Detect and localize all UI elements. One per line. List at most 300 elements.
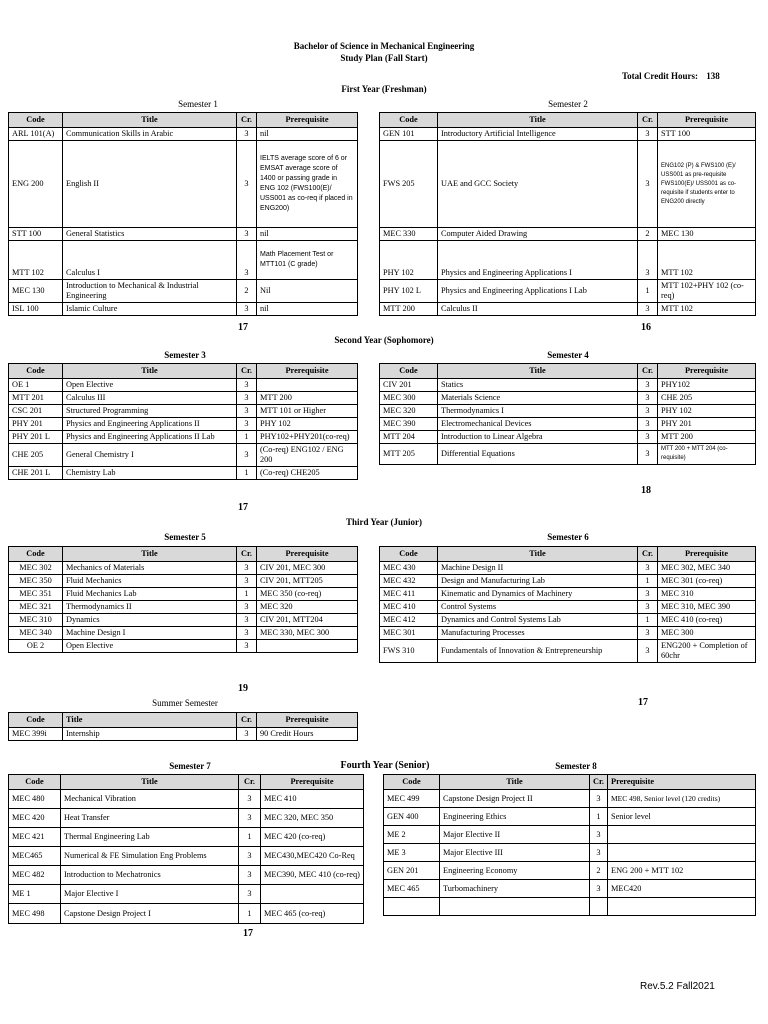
col-code: Code: [9, 713, 63, 728]
table-row: [384, 862, 756, 880]
course-credits: 3: [237, 228, 257, 241]
semester-7-table: [8, 774, 364, 924]
course-credits: 3: [239, 866, 261, 885]
course-prereq: MEC 330, MEC 300: [257, 627, 358, 640]
course-credits: 3: [638, 241, 658, 280]
table-row: [380, 640, 756, 663]
year-heading-third: Third Year (Junior): [345, 517, 422, 527]
table-row: [384, 880, 756, 898]
course-credits: 3: [638, 303, 658, 316]
summer-semester-heading: Summer Semester: [152, 698, 218, 708]
col-cr: Cr.: [590, 775, 608, 790]
course-title: Physics and Engineering Applications I Lab: [438, 280, 638, 303]
course-code: CHE 201 L: [9, 467, 63, 480]
col-cr: Cr.: [638, 547, 658, 562]
course-code: MEC 301: [380, 627, 438, 640]
table-row: [9, 280, 358, 303]
document-subtitle: Study Plan (Fall Start): [340, 53, 428, 63]
course-title: Calculus III: [63, 392, 237, 405]
course-credits: 3: [237, 418, 257, 431]
table-row: [380, 575, 756, 588]
course-prereq: MEC 310, MEC 390: [658, 601, 756, 614]
semester-4-table: [379, 363, 756, 465]
course-code: OE 1: [9, 379, 63, 392]
course-title: Statics: [438, 379, 638, 392]
col-title: Title: [61, 775, 239, 790]
semester-4-total: 18: [641, 485, 651, 496]
course-code: MEC465: [9, 847, 61, 866]
course-prereq: nil: [257, 228, 358, 241]
course-credits: 3: [237, 303, 257, 316]
course-credits: 3: [237, 614, 257, 627]
course-title: Materials Science: [438, 392, 638, 405]
course-prereq: CIV 201, MTT205: [257, 575, 358, 588]
course-title: Mechanics of Materials: [63, 562, 237, 575]
course-code: PHY 201: [9, 418, 63, 431]
table-row: [9, 405, 358, 418]
course-credits: 3: [638, 405, 658, 418]
year-heading-fourth: Fourth Year (Senior): [340, 760, 430, 771]
course-code: OE 2: [9, 640, 63, 653]
course-code: MEC 399i: [9, 728, 63, 741]
course-code: MTT 102: [9, 241, 63, 280]
course-title: Physics and Engineering Applications I: [438, 241, 638, 280]
course-prereq: Nil: [257, 280, 358, 303]
col-code: Code: [380, 547, 438, 562]
course-title: Islamic Culture: [63, 303, 237, 316]
course-prereq: MEC 350 (co-req): [257, 588, 358, 601]
semester-6-table: [379, 546, 756, 663]
revision-label: Rev.5.2 Fall2021: [640, 981, 715, 992]
course-code: GEN 400: [384, 808, 440, 826]
course-credits: 3: [239, 790, 261, 809]
course-code: MTT 204: [380, 431, 438, 444]
course-code: CIV 201: [380, 379, 438, 392]
table-row: [9, 562, 358, 575]
course-prereq: [608, 844, 756, 862]
table-row: [9, 575, 358, 588]
course-prereq: MTT 200 + MTT 204 (co-requisite): [658, 444, 756, 465]
total-credit-value: 138: [706, 71, 720, 81]
semester-5-table: [8, 546, 358, 653]
semester-5-total: 19: [238, 683, 248, 694]
course-credits: 3: [237, 392, 257, 405]
col-prereq: Prerequisite: [257, 713, 358, 728]
course-title: Physics and Engineering Applications II Lab: [63, 431, 237, 444]
course-prereq: STT 100: [658, 128, 756, 141]
semester-6-total: 17: [638, 697, 648, 708]
course-title: UAE and GCC Society: [438, 141, 638, 228]
course-prereq: MEC 320, MEC 350: [261, 809, 364, 828]
course-prereq: MTT 102+PHY 102 (co-req): [658, 280, 756, 303]
table-row: [380, 614, 756, 627]
course-title: Structured Programming: [63, 405, 237, 418]
col-cr: Cr.: [638, 113, 658, 128]
course-credits: 1: [237, 431, 257, 444]
course-title: Capstone Design Project II: [440, 790, 590, 808]
course-credits: 3: [638, 640, 658, 663]
course-title: Chemistry Lab: [63, 467, 237, 480]
course-code: MEC 351: [9, 588, 63, 601]
table-row: [9, 418, 358, 431]
course-code: MEC 321: [9, 601, 63, 614]
course-prereq: ENG 200 + MTT 102: [608, 862, 756, 880]
course-title: Control Systems: [438, 601, 638, 614]
course-code: MEC 421: [9, 828, 61, 847]
course-code: MEC 420: [9, 809, 61, 828]
course-code: MEC 300: [380, 392, 438, 405]
course-credits: 3: [237, 728, 257, 741]
col-code: Code: [380, 113, 438, 128]
course-code: MTT 201: [9, 392, 63, 405]
course-code: MEC 410: [380, 601, 438, 614]
table-row: [9, 885, 364, 904]
course-code: MEC 310: [9, 614, 63, 627]
table-row: [9, 828, 364, 847]
course-prereq: CIV 201, MTT204: [257, 614, 358, 627]
course-credits: 3: [237, 640, 257, 653]
col-title: Title: [438, 364, 638, 379]
course-prereq: CIV 201, MEC 300: [257, 562, 358, 575]
course-title: Capstone Design Project I: [61, 904, 239, 924]
course-credits: 2: [590, 862, 608, 880]
course-title: Numerical & FE Simulation Eng Problems: [61, 847, 239, 866]
semester-1-heading: Semester 1: [178, 99, 218, 109]
table-row: [380, 303, 756, 316]
course-code: MEC 482: [9, 866, 61, 885]
course-credits: 3: [638, 392, 658, 405]
semester-6-heading: Semester 6: [547, 532, 589, 542]
course-prereq: MEC 302, MEC 340: [658, 562, 756, 575]
course-title: Computer Aided Drawing: [438, 228, 638, 241]
table-row: [380, 405, 756, 418]
semester-3-heading: Semester 3: [164, 350, 206, 360]
semester-2-heading: Semester 2: [548, 99, 588, 109]
course-title: Open Elective: [63, 640, 237, 653]
year-heading-second: Second Year (Sophomore): [334, 335, 434, 345]
semester-8-table: [383, 774, 756, 916]
course-prereq: CHE 205: [658, 392, 756, 405]
course-code: MEC 130: [9, 280, 63, 303]
course-prereq: MEC 420 (co-req): [261, 828, 364, 847]
col-code: Code: [9, 113, 63, 128]
course-credits: 1: [590, 808, 608, 826]
course-credits: 3: [237, 575, 257, 588]
col-code: Code: [9, 364, 63, 379]
table-row: [9, 904, 364, 924]
course-credits: 1: [638, 614, 658, 627]
col-prereq: Prerequisite: [257, 364, 358, 379]
table-row: [9, 847, 364, 866]
course-prereq: MEC 410 (co-req): [658, 614, 756, 627]
table-row: [9, 241, 358, 280]
course-code: ENG 200: [9, 141, 63, 228]
col-code: Code: [384, 775, 440, 790]
course-prereq: MEC 465 (co-req): [261, 904, 364, 924]
col-cr: Cr.: [237, 547, 257, 562]
course-credits: 3: [237, 141, 257, 228]
course-title: Communication Skills in Arabic: [63, 128, 237, 141]
course-credits: 3: [237, 241, 257, 280]
course-code: FWS 205: [380, 141, 438, 228]
course-title: General Chemistry I: [63, 444, 237, 467]
course-code: PHY 201 L: [9, 431, 63, 444]
table-row: [9, 728, 358, 741]
course-prereq: MEC 410: [261, 790, 364, 809]
course-prereq: MTT 101 or Higher: [257, 405, 358, 418]
course-code: MEC 465: [384, 880, 440, 898]
course-prereq: MEC 498, Senior level (120 credits): [608, 790, 756, 808]
semester-3-table: [8, 363, 358, 480]
table-row: [380, 128, 756, 141]
course-prereq: (Co-req) ENG102 / ENG 200: [257, 444, 358, 467]
table-row: [9, 627, 358, 640]
course-prereq: 90 Credit Hours: [257, 728, 358, 741]
table-row: [380, 588, 756, 601]
table-row: [9, 379, 358, 392]
course-credits: 3: [638, 562, 658, 575]
course-code: MEC 330: [380, 228, 438, 241]
col-prereq: Prerequisite: [658, 547, 756, 562]
table-row: [9, 790, 364, 809]
course-prereq: MTT 200: [658, 431, 756, 444]
course-title: Major Elective I: [61, 885, 239, 904]
table-row: [384, 790, 756, 808]
course-code: FWS 310: [380, 640, 438, 663]
course-prereq: MEC 300: [658, 627, 756, 640]
table-row: [380, 562, 756, 575]
course-code: GEN 201: [384, 862, 440, 880]
course-prereq: Senior level: [608, 808, 756, 826]
col-cr: Cr.: [237, 113, 257, 128]
col-title: Title: [438, 113, 638, 128]
course-code: MEC 390: [380, 418, 438, 431]
col-cr: Cr.: [638, 364, 658, 379]
col-prereq: Prerequisite: [608, 775, 756, 790]
table-row: [9, 303, 358, 316]
course-title: Physics and Engineering Applications II: [63, 418, 237, 431]
course-title: Internship: [63, 728, 237, 741]
course-title: Machine Design I: [63, 627, 237, 640]
course-title: English II: [63, 141, 237, 228]
table-row: [9, 614, 358, 627]
course-prereq: MTT 102: [658, 241, 756, 280]
col-cr: Cr.: [239, 775, 261, 790]
course-title: General Statistics: [63, 228, 237, 241]
course-title: Introduction to Mechanical & Industrial Engineering: [63, 280, 237, 303]
course-title: Mechanical Vibration: [61, 790, 239, 809]
course-code: ISL 100: [9, 303, 63, 316]
table-row: [384, 844, 756, 862]
course-code: MEC 498: [9, 904, 61, 924]
course-credits: 3: [239, 809, 261, 828]
course-code: MEC 320: [380, 405, 438, 418]
semester-3-total: 17: [238, 502, 248, 513]
course-credits: [590, 898, 608, 916]
table-row: [380, 141, 756, 228]
course-credits: 3: [590, 790, 608, 808]
course-code: MEC 480: [9, 790, 61, 809]
course-credits: 2: [638, 228, 658, 241]
course-prereq: IELTS average score of 6 or EMSAT average score of 1400 or passing grade in ENG 102 (FWS100(E)/ USS001 as co-req if placed in ENG200): [257, 141, 358, 228]
col-title: Title: [63, 713, 237, 728]
course-credits: 1: [239, 828, 261, 847]
course-title: Thermodynamics II: [63, 601, 237, 614]
course-title: Major Elective III: [440, 844, 590, 862]
course-code: CSC 201: [9, 405, 63, 418]
course-code: MEC 340: [9, 627, 63, 640]
course-title: Thermal Engineering Lab: [61, 828, 239, 847]
course-title: Fluid Mechanics Lab: [63, 588, 237, 601]
course-code: ME 3: [384, 844, 440, 862]
course-credits: 3: [237, 562, 257, 575]
course-credits: 3: [237, 379, 257, 392]
course-credits: 3: [638, 431, 658, 444]
summer-semester-table: [8, 712, 358, 741]
course-prereq: PHY 201: [658, 418, 756, 431]
course-title: Differential Equations: [438, 444, 638, 465]
course-prereq: PHY102: [658, 379, 756, 392]
course-title: Open Elective: [63, 379, 237, 392]
course-code: [384, 898, 440, 916]
table-row: [9, 588, 358, 601]
table-row: [380, 444, 756, 465]
table-row: [380, 627, 756, 640]
table-row: [9, 431, 358, 444]
col-prereq: Prerequisite: [257, 113, 358, 128]
col-title: Title: [63, 547, 237, 562]
course-title: Machine Design II: [438, 562, 638, 575]
table-row: [9, 128, 358, 141]
course-title: Dynamics: [63, 614, 237, 627]
table-row: [380, 280, 756, 303]
table-row: [9, 467, 358, 480]
course-prereq: PHY102+PHY201(co-req): [257, 431, 358, 444]
col-prereq: Prerequisite: [257, 547, 358, 562]
course-title: Engineering Economy: [440, 862, 590, 880]
col-title: Title: [438, 547, 638, 562]
course-credits: 1: [237, 588, 257, 601]
year-heading-first: First Year (Freshman): [341, 84, 427, 94]
total-credit-label: Total Credit Hours:: [622, 71, 699, 81]
course-credits: 3: [638, 627, 658, 640]
table-row: [384, 808, 756, 826]
course-title: Design and Manufacturing Lab: [438, 575, 638, 588]
course-prereq: MEC430,MEC420 Co-Req: [261, 847, 364, 866]
course-credits: 3: [590, 826, 608, 844]
course-prereq: (Co-req) CHE205: [257, 467, 358, 480]
course-code: ME 1: [9, 885, 61, 904]
course-title: Heat Transfer: [61, 809, 239, 828]
table-row: [9, 809, 364, 828]
course-title: Calculus I: [63, 241, 237, 280]
document-title-text: Bachelor of Science in Mechanical Engineering: [293, 41, 475, 51]
semester-7-heading: Semester 7: [169, 761, 211, 771]
course-prereq: [608, 826, 756, 844]
col-cr: Cr.: [237, 364, 257, 379]
course-credits: 1: [638, 575, 658, 588]
semester-2-total: 16: [641, 322, 651, 333]
course-prereq: [261, 885, 364, 904]
course-code: MEC 499: [384, 790, 440, 808]
course-prereq: MEC 310: [658, 588, 756, 601]
course-code: STT 100: [9, 228, 63, 241]
table-row: [380, 431, 756, 444]
semester-1-table: [8, 112, 358, 316]
course-prereq: MEC 301 (co-req): [658, 575, 756, 588]
table-row: [9, 228, 358, 241]
semester-8-heading: Semester 8: [555, 761, 597, 771]
course-code: MEC 350: [9, 575, 63, 588]
col-prereq: Prerequisite: [658, 364, 756, 379]
table-row: [380, 228, 756, 241]
course-credits: 3: [590, 880, 608, 898]
semester-7-total: 17: [243, 928, 253, 939]
document-title: [234, 40, 534, 64]
col-prereq: Prerequisite: [658, 113, 756, 128]
course-code: CHE 205: [9, 444, 63, 467]
course-prereq: [257, 640, 358, 653]
course-credits: 3: [638, 379, 658, 392]
course-prereq: nil: [257, 303, 358, 316]
course-credits: 3: [239, 847, 261, 866]
course-credits: 3: [237, 627, 257, 640]
course-prereq: ENG200 + Completion of 60chr: [658, 640, 756, 663]
col-cr: Cr.: [237, 713, 257, 728]
course-credits: 3: [237, 128, 257, 141]
table-row: [384, 898, 756, 916]
course-code: ME 2: [384, 826, 440, 844]
course-credits: 3: [638, 588, 658, 601]
course-prereq: PHY 102: [658, 405, 756, 418]
course-code: MEC 412: [380, 614, 438, 627]
course-title: Introductory Artificial Intelligence: [438, 128, 638, 141]
course-prereq: MEC 320: [257, 601, 358, 614]
course-credits: 1: [237, 467, 257, 480]
course-credits: 2: [237, 280, 257, 303]
course-title: Electromechanical Devices: [438, 418, 638, 431]
course-title: Manufacturing Processes: [438, 627, 638, 640]
course-title: Calculus II: [438, 303, 638, 316]
course-prereq: [608, 898, 756, 916]
course-prereq: PHY 102: [257, 418, 358, 431]
table-row: [9, 444, 358, 467]
course-title: Fluid Mechanics: [63, 575, 237, 588]
course-prereq: MTT 102: [658, 303, 756, 316]
course-code: GEN 101: [380, 128, 438, 141]
course-credits: 1: [239, 904, 261, 924]
course-code: MEC 430: [380, 562, 438, 575]
course-prereq: MEC420: [608, 880, 756, 898]
col-prereq: Prerequisite: [261, 775, 364, 790]
course-code: MEC 302: [9, 562, 63, 575]
col-code: Code: [9, 775, 61, 790]
course-credits: 3: [590, 844, 608, 862]
course-prereq: MTT 200: [257, 392, 358, 405]
col-title: Title: [63, 364, 237, 379]
course-credits: 3: [237, 601, 257, 614]
table-row: [380, 418, 756, 431]
course-title: Fundamentals of Innovation & Entrepreneurship: [438, 640, 638, 663]
semester-1-total: 17: [238, 322, 248, 333]
course-credits: 3: [638, 601, 658, 614]
table-row: [380, 392, 756, 405]
course-code: PHY 102: [380, 241, 438, 280]
table-row: [9, 601, 358, 614]
course-title: Thermodynamics I: [438, 405, 638, 418]
course-code: MTT 205: [380, 444, 438, 465]
course-title: Engineering Ethics: [440, 808, 590, 826]
